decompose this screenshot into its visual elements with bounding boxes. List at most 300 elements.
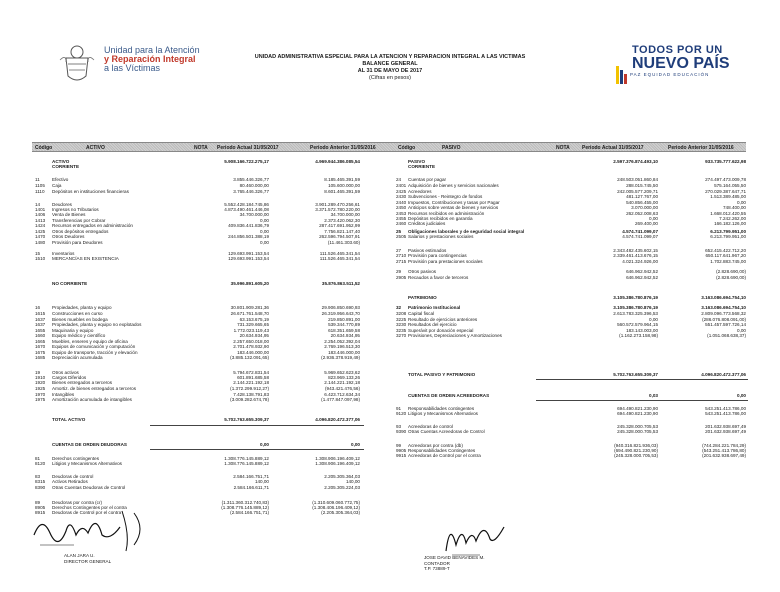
account-label: Cuentas por pagar: [408, 177, 447, 182]
previous-period-value: 4.096.820.472.377,06: [701, 372, 746, 377]
current-period-value: 1.308.776.145.889,12: [224, 461, 269, 466]
account-label: Deudoras de Control por el contra: [52, 510, 122, 515]
account-label: Deudoras de control: [52, 474, 94, 479]
previous-period-value: 3.371.572.780.220,00: [315, 207, 360, 212]
account-code: 1670: [35, 344, 46, 349]
current-period-value: 0,00: [649, 216, 658, 221]
account-label: Litigios y Mecanismos Alternativos: [52, 461, 122, 466]
account-label: Ingresos no Tributarios: [52, 207, 99, 212]
current-period-value: 3.855.446.326,77: [233, 177, 269, 182]
previous-period-value: 823.969.133,26: [328, 375, 360, 380]
account-code: 81: [35, 456, 41, 461]
current-period-value: 129.693.991.153,54: [228, 256, 269, 261]
logo-line-1: Unidad para la Atención: [104, 45, 200, 55]
previous-period-value: 652.415.422.712,20: [705, 248, 746, 253]
account-code: 1975: [35, 397, 46, 402]
account-label: Resultado de ejercicios anteriores: [408, 317, 478, 322]
account-code: 1665: [35, 339, 46, 344]
account-label: Recursos recibidos en administración: [408, 211, 485, 216]
account-label: Provisión para prestaciones sociales: [408, 259, 483, 264]
col-previous-left: Periodo Anterior 31/05/2016: [310, 145, 376, 151]
account-code: 1675: [35, 350, 46, 355]
account-code: 1970: [35, 392, 46, 397]
previous-period-value: 8.185.465.391,59: [324, 177, 360, 182]
logo-line-top: TODOS POR UN: [632, 44, 723, 56]
account-label: Deudores: [52, 202, 72, 207]
account-label: PASIVO: [408, 159, 426, 164]
accountant-signature-icon: [440, 515, 510, 559]
previous-period-value: 166.182.126,00: [714, 221, 746, 226]
account-label: Bienes entregados a terceros: [52, 380, 113, 385]
account-label: CORRIENTE: [52, 164, 80, 169]
current-period-value: 63.153.675,19: [239, 317, 269, 322]
current-period-value: 409.836.441.836,79: [228, 223, 269, 228]
previous-period-value: 748.400,00: [723, 205, 746, 210]
director-signature-block: [64, 553, 111, 564]
previous-period-value: 2.205.305.364,03: [324, 474, 360, 479]
account-code: 99: [396, 443, 402, 448]
col-note-left: NOTA: [194, 145, 208, 151]
previous-period-value: 2.144.221.192,18: [324, 380, 360, 385]
flag-bars-icon: [616, 66, 630, 84]
account-code: 1470: [35, 234, 46, 239]
account-code: 8390: [35, 485, 46, 490]
account-label: Otros activos: [52, 370, 79, 375]
previous-period-value: 219.850.891,00: [328, 317, 360, 322]
account-code: 1637: [35, 317, 46, 322]
previous-period-value: 4.096.820.472.377,06: [315, 417, 360, 422]
current-period-value: 0,00: [260, 218, 269, 223]
account-code: 91: [396, 406, 402, 411]
previous-period-value: 262.596.794.507,91: [319, 234, 360, 239]
previous-period-value: (2.205.305.364,03): [321, 510, 360, 515]
previous-period-value: 6.423.712.634,34: [324, 392, 360, 397]
account-label: Patrimonio Institucional: [408, 305, 461, 310]
col-account-left: ACTIVO: [86, 145, 105, 151]
director-name: ALAN JARA U.: [64, 553, 95, 558]
previous-period-value: 0,00: [351, 442, 360, 447]
current-period-value: 0,03: [649, 393, 658, 398]
account-code: 1655: [35, 328, 46, 333]
total-rule: [150, 425, 364, 426]
account-code: 11: [35, 177, 40, 182]
previous-period-value: 618.351.659,58: [328, 328, 360, 333]
current-period-value: 242.005.577.209,71: [617, 189, 658, 194]
previous-period-value: 933.735.777.622,98: [705, 159, 746, 164]
account-label: Activos Retirados: [52, 479, 88, 484]
account-code: 1925: [35, 386, 46, 391]
current-period-value: 0,00: [260, 240, 269, 245]
account-code: 32: [396, 305, 402, 310]
col-account-right: PASIVO: [442, 145, 461, 151]
accountant-title: CONTADOR: [424, 560, 450, 566]
account-code: 8120: [35, 461, 46, 466]
account-code: 3208: [396, 311, 407, 316]
current-period-value: 646.962.942,52: [626, 269, 658, 274]
current-period-value: 3.105.386.780.876,19: [613, 295, 658, 300]
report-title: [250, 54, 530, 82]
accountant-signature-block: [424, 555, 485, 572]
account-code: 9905: [396, 448, 407, 453]
col-code-right: Código: [398, 145, 416, 151]
account-code: 1660: [35, 333, 46, 338]
current-period-value: 248.503.051.860,84: [617, 177, 658, 182]
previous-period-value: 201.632.938.697,49: [705, 424, 746, 429]
account-code: 1910: [35, 375, 46, 380]
account-label: Propiedades, planta y equipo no explotados: [52, 322, 142, 327]
current-period-value: 1.772.023.119,43: [233, 328, 269, 333]
account-label: Derechos Contingentes por el contra: [52, 505, 127, 510]
accountant-name: JOSE DAVID BENAVIDES M.: [424, 555, 485, 560]
previous-period-value: (2.936.378.919,49): [321, 355, 360, 360]
account-label: Recursos entregados en administración: [52, 223, 133, 228]
current-period-value: 0,00: [649, 317, 658, 322]
current-period-value: (245.328.000.705,53): [614, 453, 658, 458]
current-period-value: 2.701.478.932,90: [233, 344, 269, 349]
current-period-value: 3.070.000,00: [631, 205, 658, 210]
current-period-value: 481.127.767,00: [626, 194, 658, 199]
current-period-value: 646.962.942,52: [626, 275, 658, 280]
account-label: Transferencias por Cobrar: [52, 218, 106, 223]
previous-period-value: 1.513.389.485,00: [710, 194, 746, 199]
account-label: Obligaciones laborales y de seguridad social integral: [408, 229, 525, 234]
logo-line-2: y Reparación Integral: [104, 54, 196, 64]
account-code: 2425: [396, 189, 407, 194]
account-code: 3235: [396, 328, 407, 333]
account-label: Depósitos recibidos en garantía: [408, 216, 473, 221]
account-label: Inventarios: [52, 251, 75, 256]
account-label: Litigios y Mecanismos Alternativos: [408, 411, 478, 416]
current-period-value: 2.343.482.435.602,15: [613, 248, 658, 253]
current-period-value: 540.856.455,00: [626, 200, 658, 205]
todos-por-un-nuevo-pais-logo: [616, 44, 730, 77]
previous-period-value: 4.969.944.386.085,54: [315, 159, 360, 164]
current-period-value: 2.597.376.874.493,10: [613, 159, 658, 164]
previous-period-value: 201.632.938.697,49: [705, 429, 746, 434]
logo-line-motto: PAZ EQUIDAD EDUCACIÓN: [630, 72, 710, 77]
account-label: Deudoras por contra (cr): [52, 500, 103, 505]
previous-period-value: 29.906.850.690,93: [321, 305, 360, 310]
previous-period-value: 2.205.305.224,03: [324, 485, 360, 490]
director-signature-icon: [30, 505, 150, 555]
account-label: Provisión para Deudores: [52, 240, 103, 245]
account-label: Adquisición de bienes y servicios nacionales: [408, 183, 499, 188]
current-period-value: (2.584.166.751,71): [230, 510, 269, 515]
current-period-value: 5.552.428.184.745,86: [224, 202, 269, 207]
account-label: Responsabilidades contingentes: [408, 406, 475, 411]
current-period-value: 731.329.665,65: [237, 322, 269, 327]
previous-period-value: 111.526.465.341,54: [319, 256, 360, 261]
current-period-value: 601.891.685,58: [237, 375, 269, 380]
previous-period-value: 650.117.641.967,20: [705, 253, 746, 258]
account-code: 8915: [35, 510, 46, 515]
current-period-value: 269.400,00: [635, 221, 658, 226]
account-label: Acreedoras de Control por el contra: [408, 453, 481, 458]
previous-period-value: (1.310.609.060.772,75): [312, 500, 360, 505]
account-label: Recaudos a favor de terceros: [408, 275, 469, 280]
previous-period-value: (744.284.221.784,29): [702, 443, 746, 448]
current-period-value: 4.574.741.099,07: [622, 229, 658, 234]
account-code: 1920: [35, 380, 46, 385]
current-period-value: 4.021.324.926,00: [622, 259, 658, 264]
previous-period-value: 3.163.086.694.754,10: [701, 305, 746, 310]
previous-period-value: 7.756.821.147,40: [324, 229, 360, 234]
account-label: Créditos judiciales: [408, 221, 446, 226]
statement-date: AL 31 DE MAYO DE 2017: [357, 68, 423, 74]
account-label: MERCANCÍAS EN EXISTENCIA: [52, 256, 119, 261]
account-code: 2505: [396, 234, 407, 239]
current-period-value: 4.873.490.461.446,08: [224, 207, 269, 212]
current-period-value: 2.339.461.413.676,15: [613, 253, 658, 258]
colombia-coat-of-arms-icon: [58, 40, 96, 86]
account-label: Anticipos sobre ventas de bienes y servicios: [408, 205, 499, 210]
account-code: 25: [396, 229, 402, 234]
current-period-value: 2.144.221.192,18: [233, 380, 269, 385]
account-code: 27: [396, 248, 402, 253]
current-period-value: 2.584.166.611,71: [233, 485, 269, 490]
previous-period-value: 0,00: [737, 328, 746, 333]
account-label: Acreedores: [408, 189, 432, 194]
account-label: Amortiz. de bienes entregados a terceros: [52, 386, 137, 391]
current-period-value: 560.572.579.964,15: [617, 322, 658, 327]
total-rule: [536, 379, 748, 380]
current-period-value: 183.143.003,00: [626, 328, 658, 333]
current-period-value: 694.490.821.230,90: [617, 406, 658, 411]
account-label: Depósitos en instituciones financieras: [52, 189, 129, 194]
director-title: DIRECTOR GENERAL: [64, 558, 112, 564]
previous-period-value: (1.477.847.097,98): [321, 397, 360, 402]
account-label: Construcciones en curso: [52, 311, 103, 316]
previous-period-value: 551.457.597.726,14: [705, 322, 746, 327]
previous-period-value: (2.828.690,00): [716, 275, 746, 280]
previous-period-value: 7.242.262,00: [719, 216, 746, 221]
account-label: Impuestos, Contribuciones y tasas por Pagar: [408, 200, 500, 205]
previous-period-value: 0,00: [737, 393, 746, 398]
previous-period-value: 274.497.473.009,78: [705, 177, 746, 182]
account-label: Bienes muebles en bodega: [52, 317, 108, 322]
account-label: Subvenciones - Reintegro de fondos: [408, 194, 483, 199]
account-code: 2455: [396, 216, 407, 221]
previous-period-value: 0,00: [737, 200, 746, 205]
unidad-victimas-logo: [104, 46, 234, 73]
current-period-value: 2.584.166.751,71: [233, 474, 269, 479]
col-code-left: Código: [35, 145, 53, 151]
account-label: Pasivos estimados: [408, 248, 447, 253]
previous-period-value: 1.308.906.196.409,12: [315, 456, 360, 461]
current-period-value: 0,00: [260, 229, 269, 234]
current-period-value: 5.702.763.655.309,37: [613, 372, 658, 377]
current-period-value: 694.490.821.230,90: [617, 411, 658, 416]
account-code: 14: [35, 202, 41, 207]
account-label: TOTAL ACTIVO: [52, 417, 86, 422]
previous-period-value: (286.076.808.091,00): [702, 317, 746, 322]
account-code: 8315: [35, 479, 46, 484]
previous-period-value: 105.600.000,00: [328, 183, 360, 188]
account-code: 2715: [396, 259, 407, 264]
account-label: Efectivo: [52, 177, 69, 182]
previous-period-value: 8.601.465.391,59: [324, 189, 360, 194]
current-period-value: 140,00: [254, 479, 269, 484]
previous-period-value: 270.029.387.647,71: [705, 189, 746, 194]
current-period-value: 244.856.501.388,19: [228, 234, 269, 239]
statement-name: BALANCE GENERAL: [362, 61, 418, 67]
current-period-value: 26.671.761.548,70: [230, 311, 269, 316]
account-label: Salarios y prestaciones sociales: [408, 234, 474, 239]
account-label: Acreedoras por contra (db): [408, 443, 463, 448]
previous-period-value: 539.344.770,89: [328, 322, 360, 327]
account-code: 2710: [396, 253, 407, 258]
account-code: 1401: [35, 207, 46, 212]
current-period-value: 5.702.763.655.309,37: [224, 417, 269, 422]
account-code: 2430: [396, 194, 407, 199]
account-label: Equipo de transporte, tracción y elevación: [52, 350, 138, 355]
column-header-band: [32, 142, 746, 152]
previous-period-value: 35.876.863.511,52: [321, 281, 360, 286]
account-label: ACTIVO: [52, 159, 70, 164]
previous-period-value: 2.254.052.392,04: [324, 339, 360, 344]
account-label: PATRIMONIO: [408, 295, 437, 300]
account-code: 1510: [35, 256, 46, 261]
account-code: 3270: [396, 333, 407, 338]
previous-period-value: (1.051.068.638,37): [707, 333, 746, 338]
previous-period-value: (943.421.476,56): [325, 386, 360, 391]
previous-period-value: 26.319.956.643,70: [321, 311, 360, 316]
previous-period-value: (543.251.413.786,80): [702, 448, 746, 453]
current-period-value: 183.446.000,00: [237, 350, 269, 355]
previous-period-value: 20.634.934,95: [330, 333, 360, 338]
current-period-value: 7.428.138.791,83: [233, 392, 269, 397]
account-code: 2401: [396, 183, 407, 188]
current-period-value: 288.015.745,50: [626, 183, 658, 188]
account-label: Cargos Diferidos: [52, 375, 87, 380]
current-period-value: (694.490.821.230,90): [614, 448, 658, 453]
current-period-value: (1.308.776.145.889,12): [221, 505, 269, 510]
previous-period-value: 543.251.413.786,00: [705, 411, 746, 416]
previous-period-value: (1.308.406.196.409,12): [312, 505, 360, 510]
account-code: 15: [35, 251, 41, 256]
current-period-value: (1.162.273.158,98): [619, 333, 658, 338]
previous-period-value: 6.213.799.951,00: [710, 234, 746, 239]
account-code: 1110: [35, 189, 45, 194]
accountant-license: T.P. 73889-T: [424, 566, 450, 571]
previous-period-value: 34.700.000,00: [330, 212, 360, 217]
previous-period-value: (201.632.938.697,49): [702, 453, 746, 458]
account-label: Provisiones, Depreciaciones y Amortizaciones: [408, 333, 502, 338]
current-period-value: 3.105.386.780.876,19: [613, 305, 658, 310]
account-label: Otras Cuentas Acreedoras de Control: [408, 429, 485, 434]
previous-period-value: 111.526.465.341,54: [319, 251, 360, 256]
previous-period-value: 1.702.883.745,00: [710, 259, 746, 264]
account-label: Responsabilidades Contingentes: [408, 448, 476, 453]
current-period-value: 5.794.672.831,54: [233, 370, 269, 375]
account-code: 2440: [396, 200, 407, 205]
current-period-value: (940.316.821.936,03): [614, 443, 658, 448]
account-code: 83: [35, 474, 41, 479]
account-label: Acreedoras de control: [408, 424, 453, 429]
account-label: Otros depósitos entregados: [52, 229, 109, 234]
account-code: 1685: [35, 355, 46, 360]
account-label: Superávit por donación especial: [408, 328, 474, 333]
account-code: 2905: [396, 275, 407, 280]
previous-period-value: 1.668.012.420,55: [710, 211, 746, 216]
current-period-value: 245.328.000.705,53: [617, 424, 658, 429]
current-period-value: 20.634.934,95: [239, 333, 269, 338]
current-period-value: 80.460.000,00: [239, 183, 269, 188]
account-label: CUENTAS DE ORDEN DEUDORAS: [52, 442, 127, 447]
current-period-value: 2.613.783.325.396,53: [613, 311, 658, 316]
account-code: 19: [35, 370, 41, 375]
account-label: CORRIENTE: [408, 164, 436, 169]
previous-period-value: 183.446.000,00: [328, 350, 360, 355]
account-code: 1105: [35, 183, 45, 188]
account-code: 1424: [35, 223, 46, 228]
previous-period-value: (2.828.690,00): [716, 269, 746, 274]
account-code: 1413: [35, 218, 46, 223]
logo-line-3: a las Víctimas: [104, 63, 161, 73]
account-label: NO CORRIENTE: [52, 281, 88, 286]
total-rule: [150, 449, 364, 450]
account-label: Otros pasivos: [408, 269, 437, 274]
current-period-value: 3.765.446.326,77: [233, 189, 269, 194]
current-period-value: 34.700.000,00: [239, 212, 269, 217]
current-period-value: 129.693.991.153,54: [228, 251, 269, 256]
previous-period-value: 3.901.289.470.256,61: [315, 202, 360, 207]
account-label: Equipos de comunicación y computación: [52, 344, 136, 349]
account-code: 2450: [396, 205, 407, 210]
account-code: 1615: [35, 311, 46, 316]
account-code: 93: [396, 424, 402, 429]
account-code: 1425: [35, 229, 46, 234]
current-period-value: 1.308.776.145.889,12: [224, 456, 269, 461]
previous-period-value: 2.809.096.773.568,32: [701, 311, 746, 316]
current-period-value: 4.574.741.099,07: [622, 234, 658, 239]
previous-period-value: 5.969.652.623,62: [324, 370, 360, 375]
previous-period-value: 1.308.906.196.409,12: [315, 461, 360, 466]
current-period-value: (1.311.360.312.740,83): [221, 500, 269, 505]
account-code: 89: [35, 500, 41, 505]
col-previous-right: Periodo Anterior 31/05/2016: [668, 145, 734, 151]
current-period-value: (3.885.132.091,65): [230, 355, 269, 360]
account-code: 2453: [396, 211, 407, 216]
account-label: Capital fiscal: [408, 311, 435, 316]
account-label: Venta de Bienes: [52, 212, 86, 217]
current-period-value: 5.908.166.722.275,17: [224, 159, 269, 164]
current-period-value: (3.009.282.674,78): [230, 397, 269, 402]
account-code: 9915: [396, 453, 407, 458]
account-label: Depreciación acumulada: [52, 355, 103, 360]
account-code: 3230: [396, 322, 407, 327]
col-current-right: Periodo Actual 31/05/2017: [582, 145, 644, 151]
account-label: Otros Deudores: [52, 234, 85, 239]
current-period-value: 30.801.909.281,36: [230, 305, 269, 310]
account-code: 1480: [35, 240, 46, 245]
account-label: Caja: [52, 183, 62, 188]
previous-period-value: 2.769.196.513,30: [324, 344, 360, 349]
account-code: 29: [396, 269, 402, 274]
account-code: 3225: [396, 317, 407, 322]
current-period-value: 35.996.891.605,20: [230, 281, 269, 286]
account-code: 9390: [396, 429, 407, 434]
current-period-value: 262.052.008,63: [626, 211, 658, 216]
previous-period-value: 3.163.086.694.754,10: [701, 295, 746, 300]
account-label: Resultados del ejercicio: [408, 322, 457, 327]
account-label: CUENTAS DE ORDEN ACREEDORAS: [408, 393, 490, 398]
logo-line-main: NUEVO PAÍS: [632, 55, 730, 72]
account-label: TOTAL PASIVO Y PATRIMONIO: [408, 372, 476, 377]
account-label: Intangibles: [52, 392, 75, 397]
account-label: Otras Cuentas Deudoras de Control: [52, 485, 126, 490]
account-code: 1637: [35, 322, 46, 327]
